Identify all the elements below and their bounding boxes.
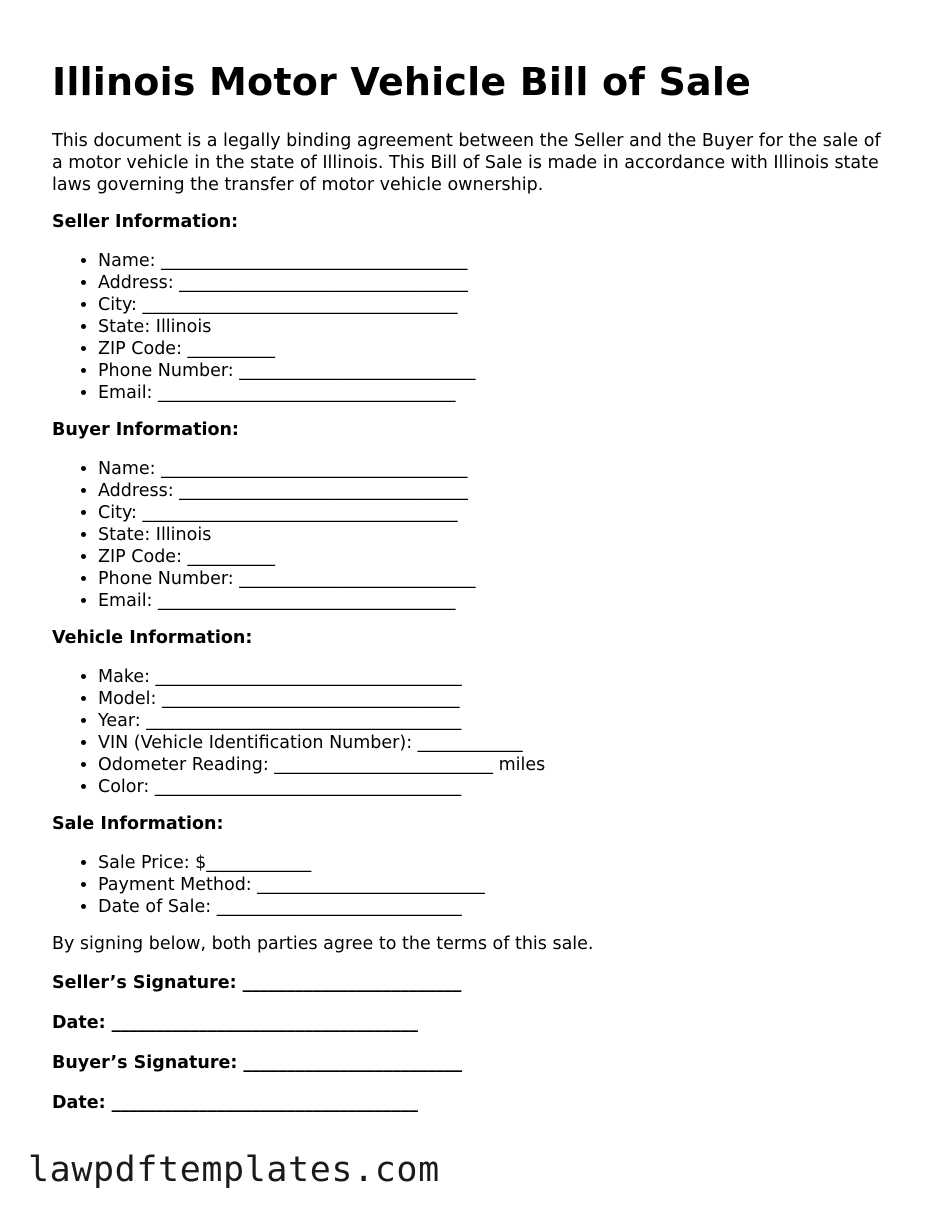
vehicle-field-list [52, 666, 882, 798]
vehicle-color-field: • Color: ___________________________________ [98, 776, 882, 798]
buyer-address-field: • Address: _________________________________ [98, 480, 882, 502]
vehicle-make-field: • Make: ___________________________________ [98, 666, 882, 688]
seller-address-field: • Address: _________________________________ [98, 272, 882, 294]
payment-method-field: • Payment Method: __________________________ [98, 874, 882, 896]
date-of-sale-field: • Date of Sale: ____________________________ [98, 896, 882, 918]
page-title: Illinois Motor Vehicle Bill of Sale [52, 60, 752, 104]
sale-field-list [52, 852, 882, 918]
buyer-field-list [52, 458, 882, 612]
buyer-email-field: • Email: __________________________________ [98, 590, 882, 612]
buyer-section-heading: Buyer Information: [52, 419, 239, 440]
seller-state-field: • State: Illinois [98, 316, 882, 338]
intro-paragraph: This document is a legally binding agreement between the Seller and the Buyer for the sale of a motor vehicle in the state of Illinois. This Bill of Sale is made in accordance with Illinois state laws governing the transfer of motor vehicle ownership. [52, 130, 881, 195]
document-body [52, 60, 882, 1132]
seller-phone-field: • Phone Number: ___________________________ [98, 360, 882, 382]
vehicle-vin-field: • VIN (Vehicle Identification Number): ____________ [98, 732, 882, 754]
seller-name-field: • Name: ___________________________________ [98, 250, 882, 272]
closing-statement: By signing below, both parties agree to the terms of this sale. [52, 933, 594, 954]
seller-zip-field: • ZIP Code: __________ [98, 338, 882, 360]
buyer-city-field: • City: ____________________________________ [98, 502, 882, 524]
buyer-state-field: • State: Illinois [98, 524, 882, 546]
seller-signature-line: Seller’s Signature: _________________________ [52, 972, 462, 993]
vehicle-odometer-field: • Odometer Reading: _________________________ miles [98, 754, 882, 776]
sale-price-field: • Sale Price: $____________ [98, 852, 882, 874]
watermark-text: lawpdftemplates.com [28, 1150, 440, 1190]
vehicle-model-field: • Model: __________________________________ [98, 688, 882, 710]
vehicle-year-field: • Year: ____________________________________ [98, 710, 882, 732]
sale-section-heading: Sale Information: [52, 813, 224, 834]
seller-city-field: • City: ____________________________________ [98, 294, 882, 316]
buyer-name-field: • Name: ___________________________________ [98, 458, 882, 480]
vehicle-section-heading: Vehicle Information: [52, 627, 253, 648]
buyer-zip-field: • ZIP Code: __________ [98, 546, 882, 568]
seller-date-line: Date: ___________________________________ [52, 1012, 418, 1033]
seller-section-heading: Seller Information: [52, 211, 239, 232]
buyer-phone-field: • Phone Number: ___________________________ [98, 568, 882, 590]
buyer-date-line: Date: ___________________________________ [52, 1092, 418, 1113]
seller-field-list [52, 250, 882, 404]
buyer-signature-line: Buyer’s Signature: _________________________ [52, 1052, 463, 1073]
seller-email-field: • Email: __________________________________ [98, 382, 882, 404]
